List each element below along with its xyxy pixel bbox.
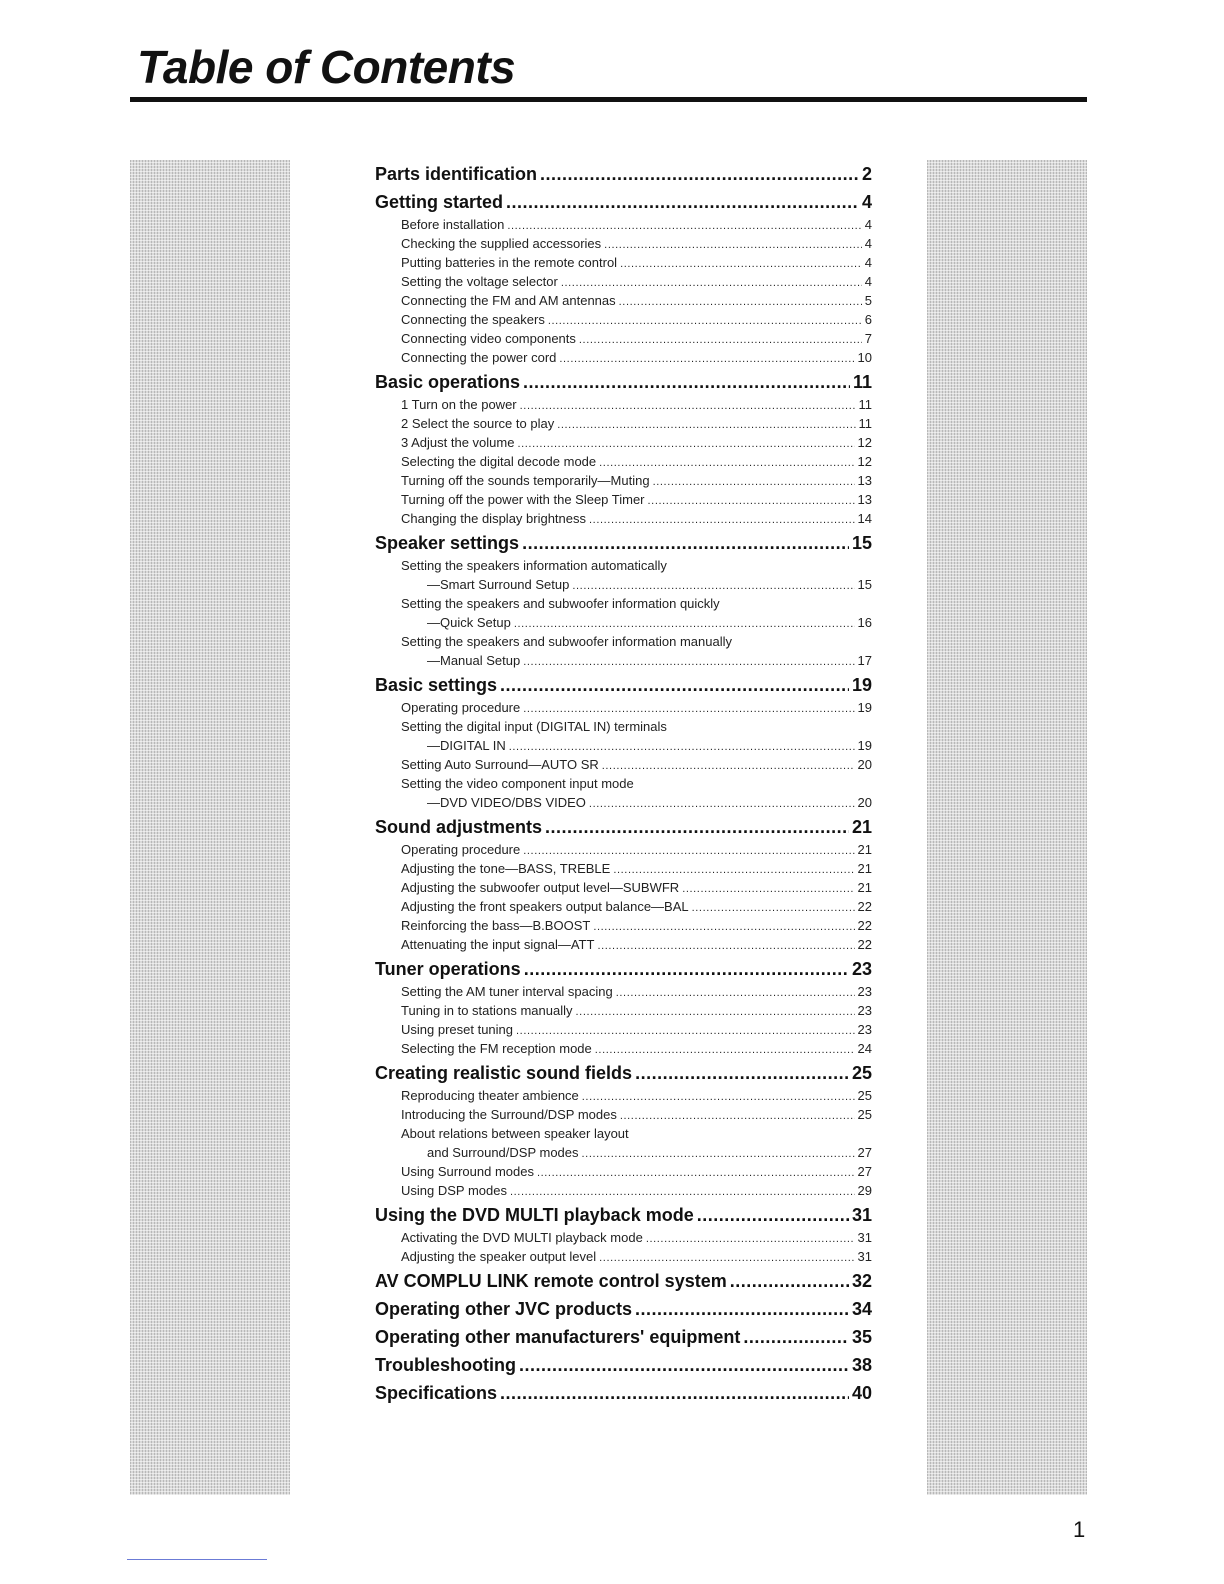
dot-leader	[648, 492, 855, 511]
toc-section-heading[interactable]	[375, 1380, 872, 1406]
dot-leader	[635, 1060, 849, 1086]
toc-entry[interactable]	[375, 1247, 872, 1266]
right-side-band	[927, 160, 1087, 1495]
toc-section-page: 4	[861, 192, 872, 212]
toc-entry-title: Turning off the power with the Sleep Timer	[401, 492, 645, 507]
toc-section-page: 25	[851, 1063, 872, 1083]
toc-section-page: 35	[851, 1327, 872, 1347]
toc-entry-title: Checking the supplied accessories	[401, 236, 602, 251]
page-number: 1	[1073, 1517, 1086, 1542]
toc-entry[interactable]	[375, 793, 872, 812]
toc-section-heading[interactable]	[375, 956, 872, 982]
toc-entry-title: Connecting the FM and AM antennas	[401, 293, 616, 308]
toc-entry-title: Setting the digital input (DIGITAL IN) terminals	[401, 719, 667, 734]
toc-section	[375, 956, 872, 1058]
toc-entry-page: 12	[857, 435, 872, 450]
toc-entry-page: 17	[857, 653, 872, 668]
toc-entry-page: 16	[857, 615, 872, 630]
toc-entry[interactable]	[375, 253, 872, 272]
toc-section-heading[interactable]	[375, 1324, 872, 1350]
toc-section-page: 38	[851, 1355, 872, 1375]
toc-section-page: 21	[851, 817, 872, 837]
toc-entry-title: —Smart Surround Setup	[427, 577, 570, 592]
toc-section	[375, 814, 872, 954]
toc-entry-title: Selecting the FM reception mode	[401, 1041, 592, 1056]
toc-entry-page: 22	[857, 937, 872, 952]
toc-section-heading[interactable]	[375, 1268, 872, 1294]
toc-entry-page: 20	[857, 795, 872, 810]
toc-section-heading[interactable]	[375, 161, 872, 187]
dot-leader	[604, 236, 862, 255]
dot-leader	[593, 918, 854, 937]
toc-entry-title: —DIGITAL IN	[427, 738, 506, 753]
toc-section	[375, 369, 872, 528]
toc-entry[interactable]	[375, 433, 872, 452]
toc-entry-page: 19	[857, 738, 872, 753]
toc-section	[375, 530, 872, 670]
toc-entry[interactable]	[375, 509, 872, 528]
toc-entry-page: 15	[857, 577, 872, 592]
dot-leader	[506, 189, 859, 215]
toc-entry[interactable]	[375, 916, 872, 935]
toc-entry[interactable]	[375, 452, 872, 471]
toc-section-title: Troubleshooting	[375, 1355, 516, 1375]
toc-entry[interactable]	[375, 395, 872, 414]
dot-leader	[620, 255, 862, 274]
toc-entry-page: 27	[857, 1145, 872, 1160]
toc-entry-title: Connecting video components	[401, 331, 576, 346]
dot-leader	[520, 397, 856, 416]
toc-entry-title: Activating the DVD MULTI playback mode	[401, 1230, 643, 1245]
toc-entry[interactable]	[375, 414, 872, 433]
toc-section-heading[interactable]	[375, 1352, 872, 1378]
dot-leader	[523, 653, 854, 672]
toc-entry-title: 2 Select the source to play	[401, 416, 555, 431]
toc-section-page: 31	[851, 1205, 872, 1225]
toc-entry-page: 6	[864, 312, 872, 327]
toc-entry-page: 13	[857, 492, 872, 507]
dot-leader	[743, 1324, 849, 1350]
toc-entry-page: 4	[864, 274, 872, 289]
toc-entry-title: Introducing the Surround/DSP modes	[401, 1107, 617, 1122]
toc-entry-page: 13	[857, 473, 872, 488]
dot-leader	[602, 757, 855, 776]
toc-entry-title: Using DSP modes	[401, 1183, 507, 1198]
toc-entry[interactable]	[375, 1181, 872, 1200]
toc-section-heading[interactable]	[375, 530, 872, 556]
dot-leader	[597, 937, 854, 956]
dot-leader	[619, 293, 862, 312]
toc-section-page: 19	[851, 675, 872, 695]
toc-section-page: 32	[851, 1271, 872, 1291]
toc-section-page: 34	[851, 1299, 872, 1319]
toc-entry[interactable]	[375, 698, 872, 717]
toc-section	[375, 1296, 872, 1322]
toc-entry-title: Connecting the power cord	[401, 350, 557, 365]
dot-leader	[646, 1230, 855, 1249]
toc-entry-page: 21	[857, 842, 872, 857]
dot-leader	[500, 672, 849, 698]
toc-entry-title: Setting the voltage selector	[401, 274, 558, 289]
toc-entry[interactable]	[375, 1162, 872, 1181]
dot-leader	[653, 473, 855, 492]
toc-entry-title: Tuning in to stations manually	[401, 1003, 573, 1018]
dot-leader	[559, 350, 854, 369]
toc-entry-page: 23	[857, 1022, 872, 1037]
toc-entry[interactable]	[375, 755, 872, 774]
toc-entry-title: Using Surround modes	[401, 1164, 534, 1179]
toc-entry-title: and Surround/DSP modes	[427, 1145, 579, 1160]
toc-entry[interactable]	[375, 348, 872, 367]
toc-entry[interactable]	[375, 234, 872, 253]
toc-entry[interactable]	[375, 717, 872, 736]
dot-leader	[599, 1249, 854, 1268]
toc-section-page: 11	[852, 372, 872, 392]
toc-entry-page: 7	[864, 331, 872, 346]
toc-entry-page: 27	[857, 1164, 872, 1179]
toc-section	[375, 1060, 872, 1200]
dot-leader	[682, 880, 854, 899]
page-title: Table of Contents	[137, 41, 516, 93]
dot-leader	[548, 312, 862, 331]
toc-entry-page: 24	[857, 1041, 872, 1056]
toc-entry-page: 19	[857, 700, 872, 715]
dot-leader	[692, 899, 855, 918]
toc-entry[interactable]	[375, 556, 872, 575]
toc-entry-page: 14	[857, 511, 872, 526]
toc-section	[375, 1380, 872, 1406]
toc-entry-title: Using preset tuning	[401, 1022, 514, 1037]
toc-entry-page: 22	[857, 899, 872, 914]
toc-section-heading[interactable]	[375, 672, 872, 698]
toc-entry[interactable]	[375, 215, 872, 234]
toc-entry-title: 1 Turn on the power	[401, 397, 517, 412]
toc-entry-page: 31	[857, 1230, 872, 1245]
toc-entry[interactable]	[375, 1228, 872, 1247]
toc-entry-title: About relations between speaker layout	[401, 1126, 629, 1141]
toc-entry-page: 4	[864, 236, 872, 251]
toc-section-title: Operating other manufacturers' equipment	[375, 1327, 741, 1347]
toc-entry-page: 4	[864, 255, 872, 270]
toc-section-heading[interactable]	[375, 369, 872, 395]
toc-section	[375, 1352, 872, 1378]
toc-entry-page: 23	[857, 1003, 872, 1018]
toc-entry-page: 29	[857, 1183, 872, 1198]
dot-leader	[616, 984, 855, 1003]
toc-entry-page: 23	[857, 984, 872, 999]
toc-entry-page: 5	[864, 293, 872, 308]
toc-section-title: Creating realistic sound fields	[375, 1063, 633, 1083]
toc-section-title: Using the DVD MULTI playback mode	[375, 1205, 694, 1225]
toc-entry-title: Changing the display brightness	[401, 511, 587, 526]
toc-entry-title: Attenuating the input signal—ATT	[401, 937, 595, 952]
toc-entry[interactable]	[375, 329, 872, 348]
toc-entry-page: 20	[857, 757, 872, 772]
toc-entry[interactable]	[375, 575, 872, 594]
dot-leader	[557, 416, 855, 435]
toc-entry[interactable]	[375, 651, 872, 670]
toc-entry-page: 22	[857, 918, 872, 933]
toc-entry-page: 31	[857, 1249, 872, 1264]
toc-section-heading[interactable]	[375, 189, 872, 215]
toc-entry[interactable]	[375, 878, 872, 897]
toc-entry[interactable]	[375, 859, 872, 878]
toc-entry[interactable]	[375, 594, 872, 613]
dot-leader	[635, 1296, 849, 1322]
toc-entry-title: Setting Auto Surround—AUTO SR	[401, 757, 599, 772]
toc-entry[interactable]	[375, 471, 872, 490]
toc-entry[interactable]	[375, 774, 872, 793]
toc-section-title: Basic operations	[375, 372, 521, 392]
toc-entry-page: 11	[858, 397, 872, 412]
toc-entry[interactable]	[375, 897, 872, 916]
toc-entry-title: —Manual Setup	[427, 653, 521, 668]
toc-section-heading[interactable]	[375, 1202, 872, 1228]
toc-entry-title: 3 Adjust the volume	[401, 435, 515, 450]
toc-entry[interactable]	[375, 982, 872, 1001]
toc-section	[375, 672, 872, 812]
toc-section-page: 2	[861, 164, 872, 184]
toc-section-page: 23	[851, 959, 872, 979]
dot-leader	[500, 1380, 849, 1406]
toc-entry-title: Adjusting the tone—BASS, TREBLE	[401, 861, 611, 876]
toc-section-page: 40	[851, 1383, 872, 1403]
toc-entry[interactable]	[375, 272, 872, 291]
title-rule	[130, 97, 1087, 102]
table-of-contents	[375, 159, 872, 1406]
dot-leader	[519, 1352, 849, 1378]
toc-section-title: Sound adjustments	[375, 817, 543, 837]
toc-entry[interactable]	[375, 632, 872, 651]
toc-section-heading[interactable]	[375, 1060, 872, 1086]
dot-leader	[697, 1202, 849, 1228]
dot-leader	[589, 795, 855, 814]
toc-section	[375, 189, 872, 367]
footer-rule	[127, 1559, 267, 1560]
toc-entry-title: Operating procedure	[401, 842, 521, 857]
toc-entry-page: 21	[857, 880, 872, 895]
toc-entry[interactable]	[375, 1020, 872, 1039]
toc-entry-page: 21	[857, 861, 872, 876]
dot-leader	[524, 956, 849, 982]
toc-entry-title: Reproducing theater ambience	[401, 1088, 579, 1103]
toc-entry[interactable]	[375, 935, 872, 954]
toc-entry[interactable]	[375, 736, 872, 755]
toc-entry-title: Operating procedure	[401, 700, 521, 715]
toc-entry[interactable]	[375, 490, 872, 509]
toc-entry-page: 4	[864, 217, 872, 232]
toc-entry-page: 25	[857, 1107, 872, 1122]
toc-section-title: Speaker settings	[375, 533, 520, 553]
toc-entry-title: Connecting the speakers	[401, 312, 545, 327]
toc-entry-title: Putting batteries in the remote control	[401, 255, 618, 270]
toc-entry[interactable]	[375, 1143, 872, 1162]
toc-entry-page: 25	[857, 1088, 872, 1103]
toc-entry[interactable]	[375, 840, 872, 859]
dot-leader	[540, 161, 859, 187]
toc-entry-title: Setting the speakers information automatically	[401, 558, 667, 573]
dot-leader	[522, 530, 849, 556]
toc-section	[375, 161, 872, 187]
toc-section-title: AV COMPLU LINK remote control system	[375, 1271, 727, 1291]
toc-entry-title: Selecting the digital decode mode	[401, 454, 597, 469]
toc-section	[375, 1202, 872, 1266]
toc-entry[interactable]	[375, 613, 872, 632]
toc-entry[interactable]	[375, 1086, 872, 1105]
dot-leader	[589, 511, 855, 530]
toc-entry-title: Setting the speakers and subwoofer information manually	[401, 634, 732, 649]
toc-section-title: Parts identification	[375, 164, 538, 184]
toc-section	[375, 1268, 872, 1294]
toc-entry[interactable]	[375, 310, 872, 329]
toc-section-title: Operating other JVC products	[375, 1299, 633, 1319]
toc-entry-page: 11	[858, 416, 872, 431]
toc-entry-title: Setting the AM tuner interval spacing	[401, 984, 613, 999]
dot-leader	[537, 1164, 855, 1183]
toc-entry-title: Setting the video component input mode	[401, 776, 634, 791]
dot-leader	[510, 1183, 855, 1202]
toc-section-title: Basic settings	[375, 675, 498, 695]
toc-entry-title: Adjusting the speaker output level	[401, 1249, 597, 1264]
toc-entry[interactable]	[375, 1105, 872, 1124]
toc-section-heading[interactable]	[375, 1296, 872, 1322]
toc-entry-title: Before installation	[401, 217, 505, 232]
toc-entry[interactable]	[375, 1039, 872, 1058]
toc-entry-title: —DVD VIDEO/DBS VIDEO	[427, 795, 586, 810]
toc-section-title: Tuner operations	[375, 959, 521, 979]
toc-entry-title: Adjusting the front speakers output balance—BAL	[401, 899, 689, 914]
toc-entry-title: —Quick Setup	[427, 615, 511, 630]
toc-entry-title: Adjusting the subwoofer output level—SUBWFR	[401, 880, 680, 895]
toc-entry-title: Setting the speakers and subwoofer information quickly	[401, 596, 720, 611]
dot-leader	[620, 1107, 855, 1126]
toc-entry-title: Reinforcing the bass—B.BOOST	[401, 918, 591, 933]
toc-entry-page: 10	[857, 350, 872, 365]
dot-leader	[730, 1268, 849, 1294]
dot-leader	[545, 814, 849, 840]
toc-section	[375, 1324, 872, 1350]
dot-leader	[582, 1088, 855, 1107]
toc-entry-page: 12	[857, 454, 872, 469]
dot-leader	[523, 369, 850, 395]
toc-entry[interactable]	[375, 1124, 872, 1143]
dot-leader	[579, 331, 862, 350]
toc-section-title: Specifications	[375, 1383, 498, 1403]
dot-leader	[582, 1145, 855, 1164]
dot-leader	[595, 1041, 855, 1060]
toc-section-page: 15	[851, 533, 872, 553]
toc-section-heading[interactable]	[375, 814, 872, 840]
toc-entry-title: Turning off the sounds temporarily—Muting	[401, 473, 650, 488]
dot-leader	[576, 1003, 855, 1022]
left-side-band	[130, 160, 290, 1495]
toc-entry[interactable]	[375, 1001, 872, 1020]
toc-entry[interactable]	[375, 291, 872, 310]
toc-section-title: Getting started	[375, 192, 504, 212]
